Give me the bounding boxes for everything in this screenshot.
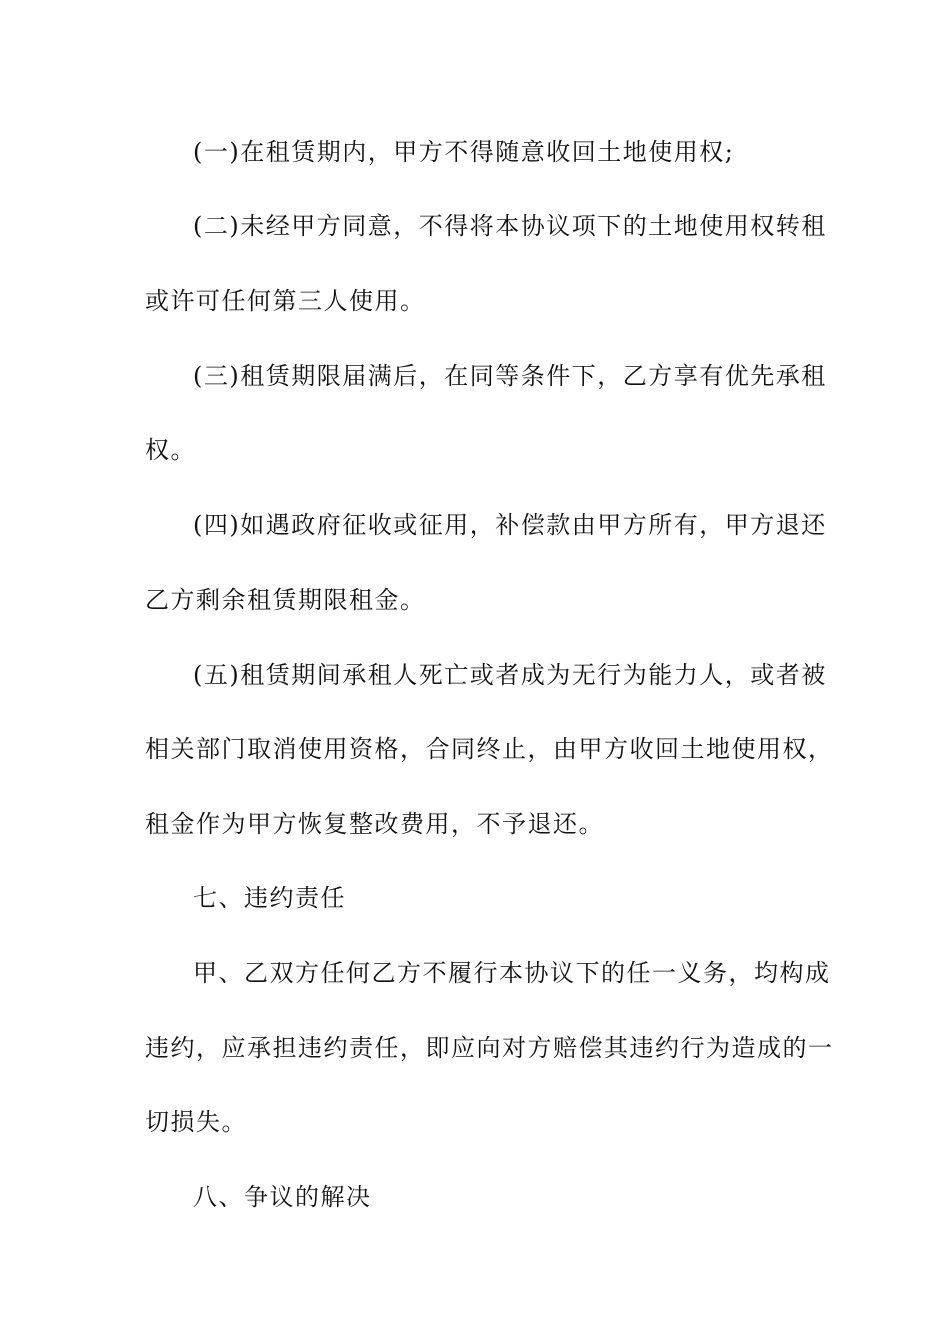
clause-4-line-2: 乙方剩余租赁期限租金。 <box>145 586 426 614</box>
section-7-paragraph-line-3: 切损失。 <box>145 1108 247 1136</box>
section-8-heading: 八、争议的解决 <box>193 1183 372 1211</box>
clause-5-line-3: 租金作为甲方恢复整改费用，不予退还。 <box>145 810 604 838</box>
clause-2-line-1: (二)未经甲方同意，不得将本协议项下的土地使用权转租 <box>193 212 827 240</box>
clause-3-line-2: 权。 <box>145 436 196 464</box>
clause-2-line-2: 或许可任何第三人使用。 <box>145 287 426 315</box>
section-7-paragraph-line-1: 甲、乙双方任何乙方不履行本协议下的任一义务，均构成 <box>193 959 831 987</box>
clause-4-line-1: (四)如遇政府征收或征用，补偿款由甲方所有，甲方退还 <box>193 511 827 539</box>
clause-5-line-1: (五)租赁期间承租人死亡或者成为无行为能力人，或者被 <box>193 661 827 689</box>
section-7-paragraph-line-2: 违约，应承担违约责任，即应向对方赔偿其违约行为造成的一 <box>145 1034 834 1062</box>
section-7-heading: 七、违约责任 <box>193 884 346 912</box>
clause-5-line-2: 相关部门取消使用资格，合同终止，由甲方收回土地使用权， <box>145 735 834 763</box>
clause-3-line-1: (三)租赁期限届满后，在同等条件下，乙方享有优先承租 <box>193 362 827 390</box>
clause-1-line-1: (一)在租赁期内，甲方不得随意收回土地使用权; <box>193 138 735 166</box>
